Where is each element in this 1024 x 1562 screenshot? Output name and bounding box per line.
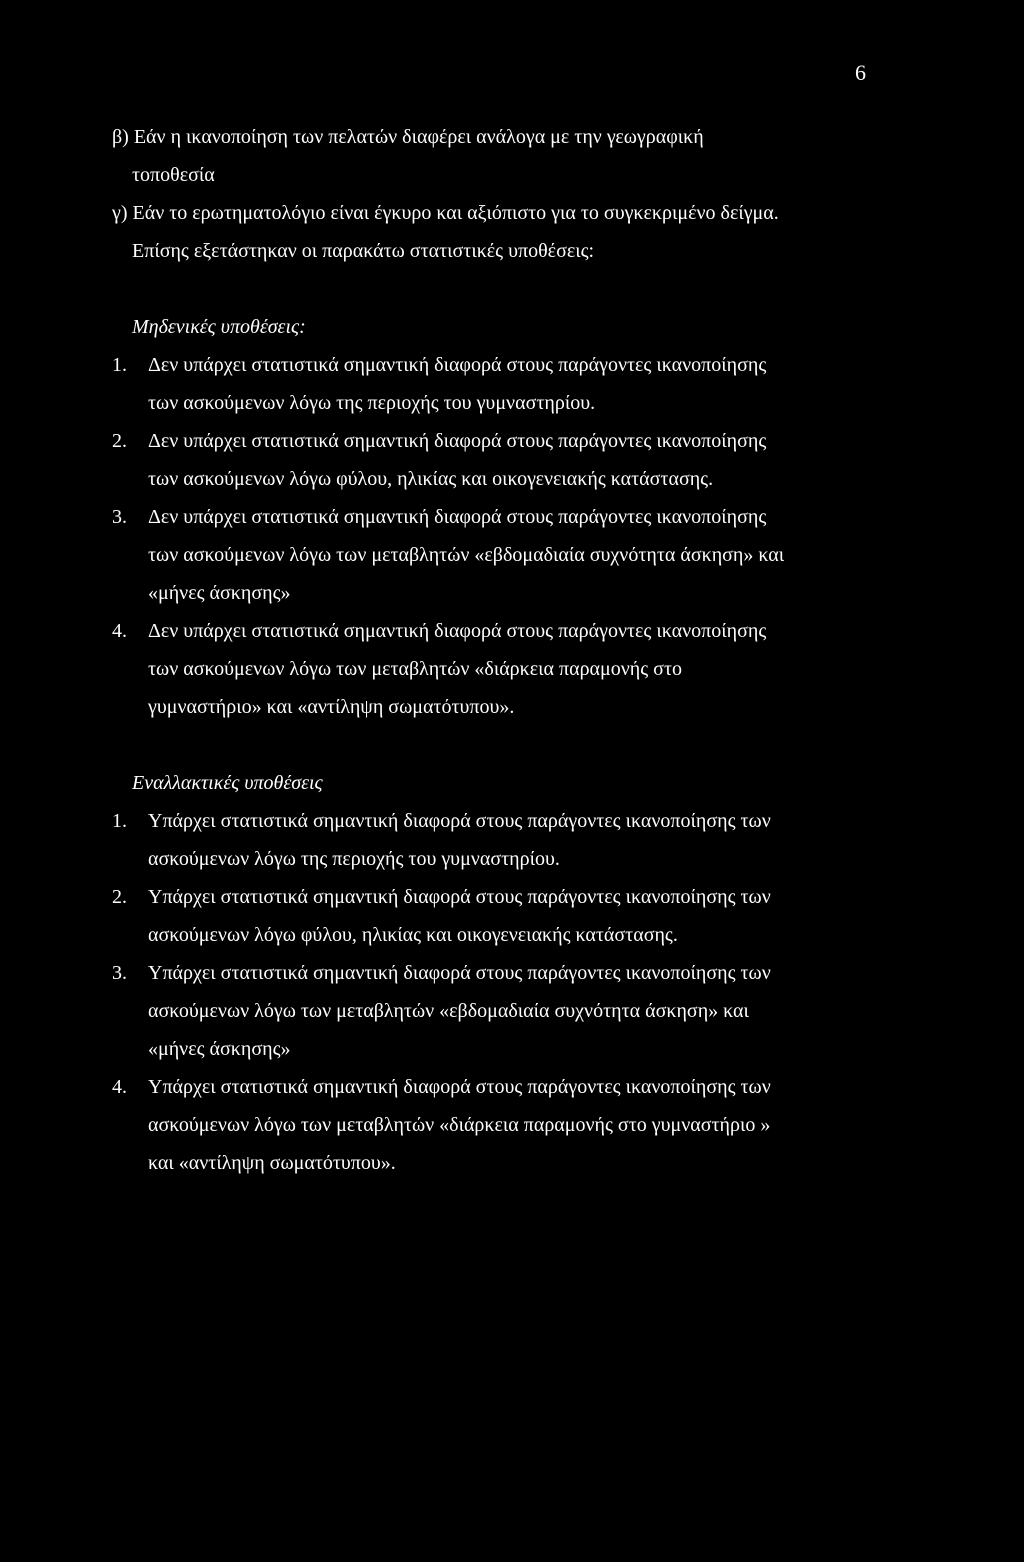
list-item: [112, 612, 867, 726]
list-item-text: ασκούμενων λόγω των μεταβλητών «εβδομαδιαία συχνότητα άσκηση» και: [148, 1000, 749, 1022]
null-hypotheses-heading: Μηδενικές υποθέσεις:: [132, 316, 306, 338]
list-item-text: ασκούμενων λόγω της περιοχής του γυμναστηρίου.: [148, 848, 560, 870]
list-item-number: 1.: [112, 810, 127, 832]
list-item-text: των ασκούμενων λόγω των μεταβλητών «διάρκεια παραμονής στο: [148, 658, 682, 680]
list-item-text: Δεν υπάρχει στατιστικά σημαντική διαφορά στους παράγοντες ικανοποίησης: [148, 354, 767, 376]
list-item-text: των ασκούμενων λόγω των μεταβλητών «εβδομαδιαία συχνότητα άσκηση» και: [148, 544, 785, 566]
list-item-text: Υπάρχει στατιστικά σημαντική διαφορά στους παράγοντες ικανοποίησης των: [148, 886, 771, 908]
null-hypotheses-list: [112, 346, 867, 726]
list-item-text: Υπάρχει στατιστικά σημαντική διαφορά στους παράγοντες ικανοποίησης των: [148, 810, 771, 832]
section-spacer: [112, 726, 867, 764]
list-item-text: Δεν υπάρχει στατιστικά σημαντική διαφορά στους παράγοντες ικανοποίησης: [148, 620, 767, 642]
list-item-text: Δεν υπάρχει στατιστικά σημαντική διαφορά στους παράγοντες ικανοποίησης: [148, 430, 767, 452]
list-item-text: των ασκούμενων λόγω της περιοχής του γυμναστηρίου.: [148, 392, 596, 414]
list-item-number: 3.: [112, 506, 127, 528]
list-item-number: 4.: [112, 620, 127, 642]
list-item-number: 2.: [112, 886, 127, 908]
list-item-text: Υπάρχει στατιστικά σημαντική διαφορά στους παράγοντες ικανοποίησης των: [148, 1076, 771, 1098]
list-item-text: γυμναστήριο» και «αντίληψη σωματότυπου».: [148, 696, 515, 718]
alt-hypotheses-heading: Εναλλακτικές υποθέσεις: [132, 772, 323, 794]
list-item-text: Υπάρχει στατιστικά σημαντική διαφορά στους παράγοντες ικανοποίησης των: [148, 962, 771, 984]
list-item: [112, 802, 867, 878]
list-item: [112, 954, 867, 1068]
list-item: [112, 1068, 867, 1182]
list-item: [112, 346, 867, 422]
intro-beta-line: β) Εάν η ικανοποίηση των πελατών διαφέρει ανάλογα με την γεωγραφική: [112, 126, 704, 148]
intro-beta-continuation: τοποθεσία: [132, 164, 215, 186]
list-item-number: 2.: [112, 430, 127, 452]
intro-also-line: Επίσης εξετάστηκαν οι παρακάτω στατιστικές υποθέσεις:: [132, 240, 595, 262]
page-number: 6: [855, 60, 866, 85]
list-item-text: ασκούμενων λόγω των μεταβλητών «διάρκεια παραμονής στο γυμναστήριο »: [148, 1114, 771, 1136]
list-item: [112, 878, 867, 954]
document-body: [112, 118, 867, 1182]
intro-gamma-line: γ) Εάν το ερωτηματολόγιο είναι έγκυρο και αξιόπιστο για το συγκεκριμένο δείγμα.: [112, 202, 779, 224]
list-item: [112, 422, 867, 498]
list-item-text: «μήνες άσκησης»: [148, 582, 291, 604]
list-item-text: Δεν υπάρχει στατιστικά σημαντική διαφορά στους παράγοντες ικανοποίησης: [148, 506, 767, 528]
list-item-text: και «αντίληψη σωματότυπου».: [148, 1152, 396, 1174]
list-item-text: «μήνες άσκησης»: [148, 1038, 291, 1060]
list-item-text: των ασκούμενων λόγω φύλου, ηλικίας και οικογενειακής κατάστασης.: [148, 468, 714, 490]
list-item-text: ασκούμενων λόγω φύλου, ηλικίας και οικογενειακής κατάστασης.: [148, 924, 678, 946]
alt-hypotheses-list: [112, 802, 867, 1182]
list-item-number: 4.: [112, 1076, 127, 1098]
list-item-number: 1.: [112, 354, 127, 376]
list-item: [112, 498, 867, 612]
list-item-number: 3.: [112, 962, 127, 984]
section-spacer: [112, 270, 867, 308]
